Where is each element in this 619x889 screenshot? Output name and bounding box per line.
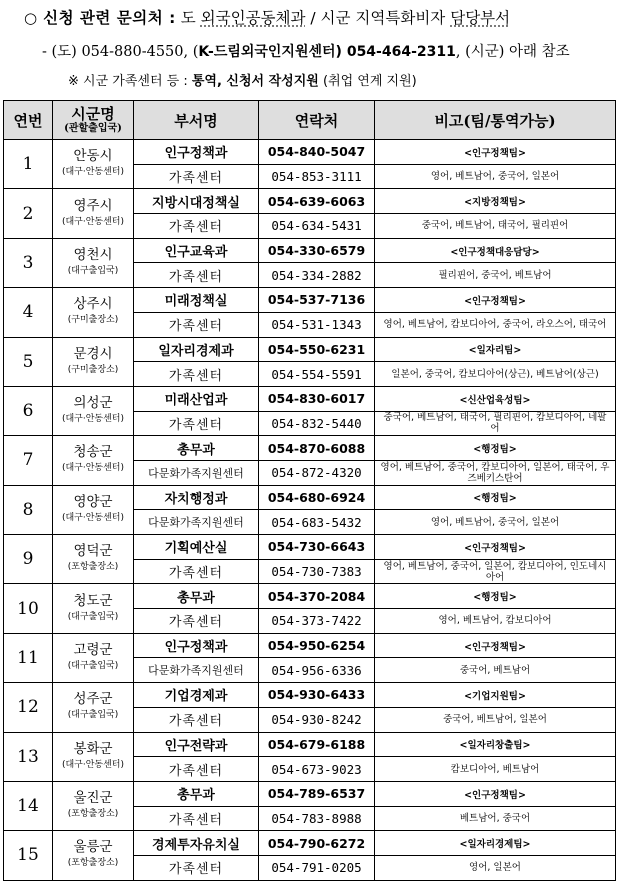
inquiry-line-2	[42, 40, 570, 61]
city-name: 울진군	[73, 790, 113, 807]
table-row	[4, 732, 616, 757]
team-name: <행정팀>	[375, 584, 616, 609]
k-dream-center: K-드림외국인지원센터	[198, 44, 336, 60]
team-name: <기업지원팀>	[375, 683, 616, 708]
inquiry-header	[0, 0, 619, 100]
city-name: 청도군	[73, 592, 113, 609]
family-center: 가족센터	[134, 559, 259, 584]
available-languages: 필리핀어, 중국어, 베트남어	[375, 263, 616, 288]
family-center-phone: 054-634-5431	[259, 214, 375, 239]
dept-in-charge: 담당부서	[450, 9, 511, 27]
city-name: 문경시	[73, 345, 113, 362]
city-dept-phone: 054-950-6254	[259, 633, 375, 658]
immigration-office: (구미출장소)	[67, 315, 119, 326]
support-services: 통역, 신청서 작성지원	[191, 74, 319, 89]
city-visa-label: / 시군 지역특화비자	[310, 9, 446, 27]
city-dept: 총무과	[134, 584, 259, 609]
row-number: 12	[4, 683, 53, 732]
province-dept: 외국인공동체과	[200, 9, 306, 27]
city-dept-phone: 054-639-6063	[259, 189, 375, 214]
immigration-office: (구미출장소)	[67, 364, 119, 375]
city-cell	[53, 140, 134, 189]
family-center: 가족센터	[134, 609, 259, 634]
table-body	[4, 140, 616, 881]
city-name: 영덕군	[73, 543, 113, 560]
table-row	[4, 831, 616, 856]
family-center: 가족센터	[134, 411, 259, 436]
city-name: 울릉군	[73, 839, 113, 856]
city-cell	[53, 584, 134, 633]
table-row	[4, 633, 616, 658]
team-name: <신산업육성팀>	[375, 386, 616, 411]
header-phone: 연락처	[259, 101, 375, 140]
city-name: 청송군	[73, 444, 113, 461]
city-dept: 총무과	[134, 781, 259, 806]
city-dept-phone: 054-680-6924	[259, 485, 375, 510]
team-name: <일자리팀>	[375, 337, 616, 362]
family-center-note: ※ 시군 가족센터 등 :	[68, 74, 192, 89]
city-dept: 인구정책과	[134, 140, 259, 165]
city-cell	[53, 189, 134, 238]
family-center-phone: 054-783-8988	[259, 806, 375, 831]
table-row	[4, 189, 616, 214]
city-cell	[53, 337, 134, 386]
immigration-office: (포항출장소)	[67, 562, 119, 573]
family-center: 가족센터	[134, 806, 259, 831]
header-city-label: 시군명	[71, 105, 115, 123]
row-number: 5	[4, 337, 53, 386]
immigration-office: (대구·안동센터)	[61, 216, 125, 227]
immigration-office: (대구·안동센터)	[61, 759, 125, 770]
row-number: 15	[4, 831, 53, 880]
province-phone-text: - (도) 054-880-4550, (	[42, 44, 199, 60]
city-cell	[53, 781, 134, 830]
city-dept-phone: 054-550-6231	[259, 337, 375, 362]
team-name: <인구정책팀>	[375, 633, 616, 658]
row-number: 8	[4, 485, 53, 534]
family-center-phone: 054-554-5591	[259, 362, 375, 387]
table-header-row	[4, 101, 616, 140]
header-city-sub: (관할출입국)	[64, 123, 122, 134]
city-cell	[53, 485, 134, 534]
city-name: 의성군	[73, 395, 113, 412]
team-name: <인구정책팀>	[375, 781, 616, 806]
table-row	[4, 683, 616, 708]
family-center-phone: 054-334-2882	[259, 263, 375, 288]
family-center: 다문화가족지원센터	[134, 658, 259, 683]
family-center: 가족센터	[134, 164, 259, 189]
available-languages: 영어, 베트남어, 중국어, 일본어, 캄보디아어, 인도네시아어	[375, 559, 616, 584]
city-dept: 기획예산실	[134, 535, 259, 560]
row-number: 2	[4, 189, 53, 238]
city-dept: 기업경제과	[134, 683, 259, 708]
available-languages: 영어, 베트남어, 캄보디아어	[375, 609, 616, 634]
city-dept: 미래산업과	[134, 386, 259, 411]
family-center: 다문화가족지원센터	[134, 460, 259, 485]
city-cell	[53, 633, 134, 682]
available-languages: 영어, 베트남어, 캄보디아어, 중국어, 라오스어, 태국어	[375, 312, 616, 337]
immigration-office: (대구·안동센터)	[61, 167, 125, 178]
row-number: 4	[4, 288, 53, 337]
family-center: 가족센터	[134, 214, 259, 239]
table-row	[4, 436, 616, 461]
available-languages: 영어, 베트남어, 중국어, 캄보디아어, 일본어, 태국어, 우즈베키스탄어	[375, 460, 616, 485]
city-dept-phone: 054-370-2084	[259, 584, 375, 609]
available-languages: 중국어, 베트남어, 일본어	[375, 707, 616, 732]
inquiry-lead: 신청 관련 문의처 :	[43, 9, 176, 27]
immigration-office: (대구출입국)	[67, 660, 119, 671]
city-dept: 인구정책과	[134, 633, 259, 658]
team-name: <인구정책대응담당>	[375, 238, 616, 263]
family-center-phone: 054-872-4320	[259, 460, 375, 485]
family-center: 가족센터	[134, 707, 259, 732]
table-row	[4, 485, 616, 510]
city-dept: 지방시대정책실	[134, 189, 259, 214]
family-center: 가족센터	[134, 757, 259, 782]
available-languages: 중국어, 베트남어, 태국어, 필리핀어, 캄보디아어, 네팔어	[375, 411, 616, 436]
row-number: 11	[4, 633, 53, 682]
team-name: <일자리경제팀>	[375, 831, 616, 856]
team-name: <지방정책팀>	[375, 189, 616, 214]
family-center: 가족센터	[134, 263, 259, 288]
city-dept: 일자리경제과	[134, 337, 259, 362]
row-number: 6	[4, 386, 53, 435]
table-row	[4, 386, 616, 411]
city-dept-phone: 054-679-6188	[259, 732, 375, 757]
available-languages: 중국어, 베트남어, 태국어, 필리핀어	[375, 214, 616, 239]
city-dept-phone: 054-930-6433	[259, 683, 375, 708]
province-prefix: 도	[180, 9, 196, 27]
city-dept: 경제투자유치실	[134, 831, 259, 856]
family-center: 다문화가족지원센터	[134, 510, 259, 535]
table-row	[4, 238, 616, 263]
available-languages: 영어, 베트남어, 중국어, 일본어	[375, 510, 616, 535]
city-dept: 미래정책실	[134, 288, 259, 313]
available-languages: 중국어, 베트남어	[375, 658, 616, 683]
immigration-office: (대구출입국)	[67, 710, 119, 721]
immigration-office: (대구출입국)	[67, 265, 119, 276]
city-dept-phone: 054-790-6272	[259, 831, 375, 856]
row-number: 10	[4, 584, 53, 633]
city-name: 영양군	[73, 493, 113, 510]
city-name: 고령군	[73, 641, 113, 658]
team-name: <일자리창출팀>	[375, 732, 616, 757]
city-name: 영주시	[73, 197, 113, 214]
city-name: 영천시	[73, 246, 113, 263]
table-row	[4, 140, 616, 165]
immigration-office: (대구·안동센터)	[61, 414, 125, 425]
city-dept: 총무과	[134, 436, 259, 461]
table-row	[4, 288, 616, 313]
city-cell	[53, 831, 134, 880]
team-name: <인구정책팀>	[375, 288, 616, 313]
city-dept-phone: 054-537-7136	[259, 288, 375, 313]
row-number: 3	[4, 238, 53, 287]
k-dream-phone: 054-464-2311	[346, 44, 456, 60]
city-cell	[53, 683, 134, 732]
immigration-office: (포항출장소)	[67, 858, 119, 869]
table-row	[4, 781, 616, 806]
family-center-phone: 054-930-8242	[259, 707, 375, 732]
header-note: 비고(팀/통역가능)	[375, 101, 616, 140]
city-cell	[53, 535, 134, 584]
family-center-phone: 054-373-7422	[259, 609, 375, 634]
team-name: <인구정책팀>	[375, 140, 616, 165]
city-dept-phone: 054-330-6579	[259, 238, 375, 263]
city-dept-phone: 054-789-6537	[259, 781, 375, 806]
city-name: 안동시	[73, 148, 113, 165]
city-cell	[53, 386, 134, 435]
family-center-phone: 054-853-3111	[259, 164, 375, 189]
contact-table	[3, 100, 616, 881]
row-number: 13	[4, 732, 53, 781]
city-cell	[53, 436, 134, 485]
city-dept: 인구전략과	[134, 732, 259, 757]
city-dept-phone: 054-830-6017	[259, 386, 375, 411]
table-row	[4, 535, 616, 560]
row-number: 7	[4, 436, 53, 485]
city-cell	[53, 732, 134, 781]
family-center: 가족센터	[134, 362, 259, 387]
table-row	[4, 337, 616, 362]
table-row	[4, 584, 616, 609]
paren-close: )	[335, 44, 347, 60]
circle-bullet-icon: ○	[24, 9, 38, 27]
city-dept-phone: 054-840-5047	[259, 140, 375, 165]
family-center-phone: 054-791-0205	[259, 855, 375, 880]
city-dept: 인구교육과	[134, 238, 259, 263]
immigration-office: (대구출입국)	[67, 611, 119, 622]
family-center-phone: 054-683-5432	[259, 510, 375, 535]
row-number: 1	[4, 140, 53, 189]
inquiry-line-3	[68, 70, 417, 89]
city-name: 상주시	[73, 296, 113, 313]
row-number: 9	[4, 535, 53, 584]
inquiry-line-1	[24, 6, 510, 28]
available-languages: 영어, 베트남어, 중국어, 일본어	[375, 164, 616, 189]
family-center-phone: 054-832-5440	[259, 411, 375, 436]
immigration-office: (대구·안동센터)	[61, 463, 125, 474]
family-center-phone: 054-531-1343	[259, 312, 375, 337]
immigration-office: (포항출장소)	[67, 809, 119, 820]
available-languages: 영어, 일본어	[375, 855, 616, 880]
family-center-phone: 054-956-6336	[259, 658, 375, 683]
city-cell	[53, 288, 134, 337]
available-languages: 일본어, 중국어, 캄보디아어(상근), 베트남어(상근)	[375, 362, 616, 387]
family-center-phone: 054-730-7383	[259, 559, 375, 584]
city-cell	[53, 238, 134, 287]
header-no: 연번	[4, 101, 53, 140]
family-center: 가족센터	[134, 855, 259, 880]
row-number: 14	[4, 781, 53, 830]
team-name: <행정팀>	[375, 485, 616, 510]
city-name: 성주군	[73, 691, 113, 708]
family-center: 가족센터	[134, 312, 259, 337]
header-city	[53, 101, 134, 140]
team-name: <인구정책팀>	[375, 535, 616, 560]
available-languages: 베트남어, 중국어	[375, 806, 616, 831]
city-dept-phone: 054-870-6088	[259, 436, 375, 461]
city-reference-text: , (시군) 아래 참조	[455, 44, 570, 60]
employment-note: (취업 연계 지원)	[318, 74, 417, 89]
family-center-phone: 054-673-9023	[259, 757, 375, 782]
available-languages: 캄보디아어, 베트남어	[375, 757, 616, 782]
city-dept: 자치행정과	[134, 485, 259, 510]
city-dept-phone: 054-730-6643	[259, 535, 375, 560]
header-dept: 부서명	[134, 101, 259, 140]
city-name: 봉화군	[73, 740, 113, 757]
immigration-office: (대구·안동센터)	[61, 512, 125, 523]
team-name: <행정팀>	[375, 436, 616, 461]
